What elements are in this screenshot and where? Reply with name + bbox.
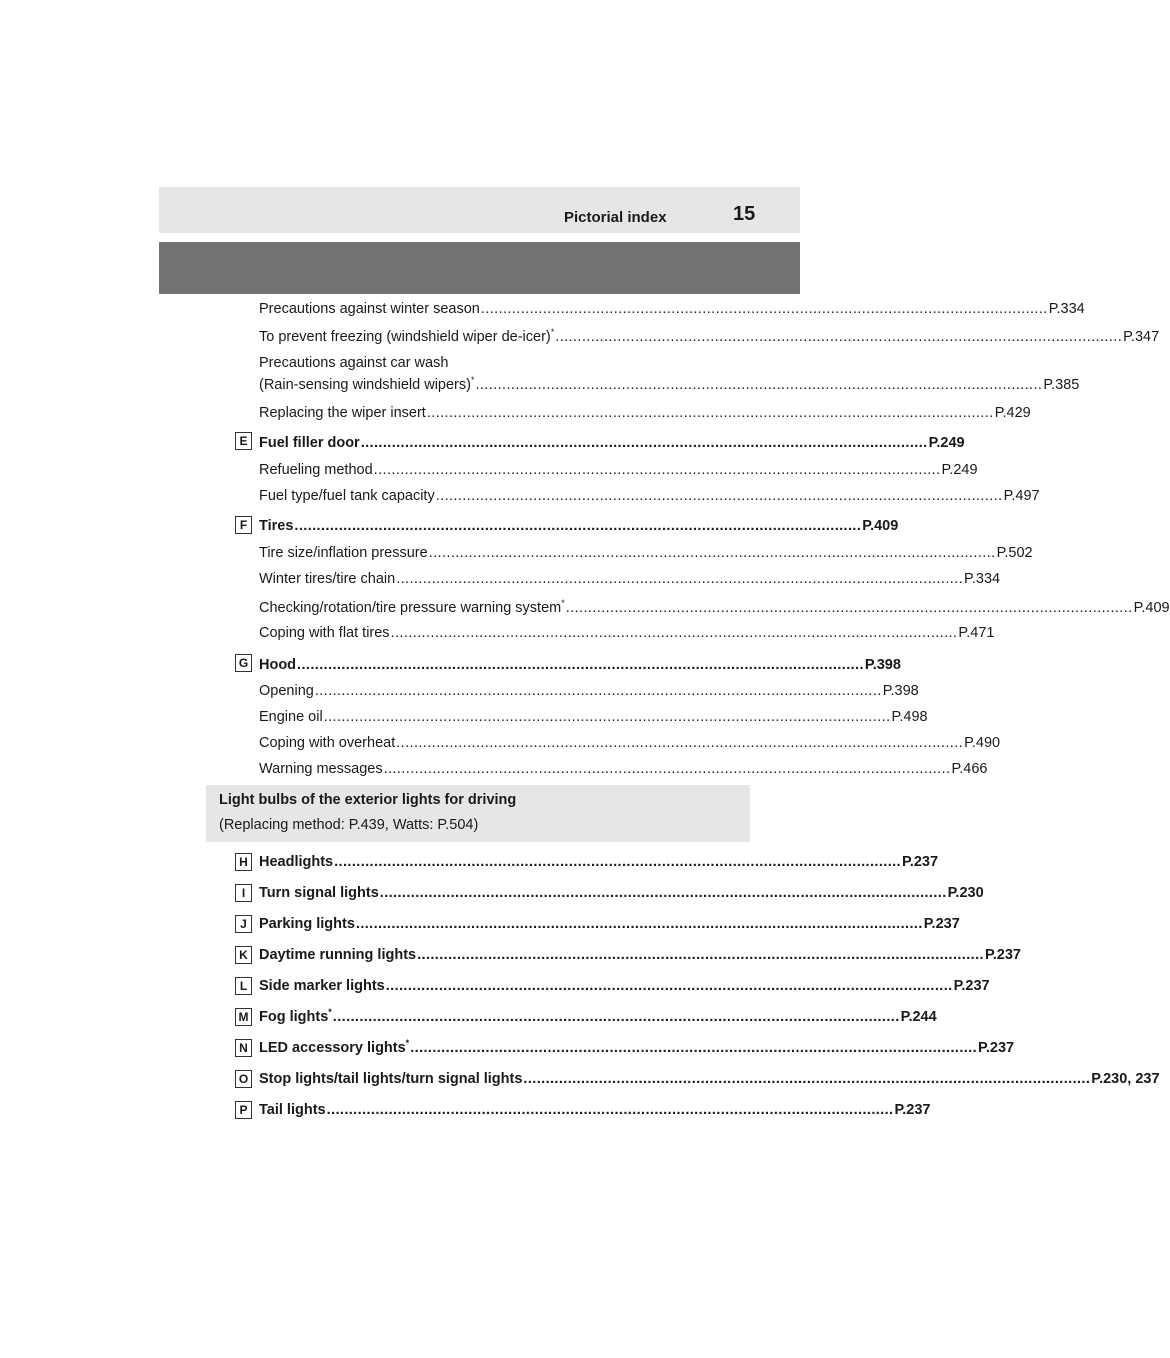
page-ref[interactable]: P.347 [1123,329,1160,345]
index-heading-hood: Hood ................................................................................................................................ P.398 [259,657,901,673]
marker-N: N [235,1039,252,1057]
index-entry: Coping with flat tires ................................................................................................................................ P.471 [259,625,995,641]
page-ref[interactable]: P.237 [984,947,1021,963]
marker-H: H [235,853,252,871]
page-ref[interactable]: P.498 [891,709,928,725]
page-ref[interactable]: P.497 [1003,488,1040,504]
index-entry: Opening ................................................................................................................................ P.398 [259,683,919,699]
page-ref[interactable]: P.471 [958,625,995,641]
page-ref[interactable]: P.237 [953,978,990,994]
page-number: 15 [733,203,756,225]
index-heading-headlights: Headlights ................................................................................................................................ P.237 [259,854,939,870]
lights-box-subtitle: (Replacing method: P.439, Watts: P.504) [219,817,479,833]
marker-K: K [235,946,252,964]
page-ref[interactable]: P.230 [947,885,984,901]
index-heading-stop-tail-turn-lights: Stop lights/tail lights/turn signal lights ................................................................................................................................ P.230, 237 [259,1071,1160,1087]
page-ref[interactable]: P.237 [978,1040,1015,1056]
marker-I: I [235,884,252,902]
index-entry: Engine oil ................................................................................................................................ P.498 [259,709,928,725]
index-entry: Winter tires/tire chain ................................................................................................................................ P.334 [259,571,1001,587]
index-entry: Fuel type/fuel tank capacity ................................................................................................................................ P.497 [259,488,1040,504]
marker-E: E [235,432,252,450]
marker-M: M [235,1008,252,1026]
index-heading-tail-lights: Tail lights ................................................................................................................................ P.237 [259,1102,931,1118]
index-entry: Coping with overheat ................................................................................................................................ P.490 [259,735,1001,751]
page-ref[interactable]: P.237 [923,916,960,932]
index-heading-daytime-running-lights: Daytime running lights ................................................................................................................................ P.237 [259,947,1021,963]
index-entry: (Rain-sensing windshield wipers)* ................................................................................................................................ P.385 [259,375,1080,393]
header-dark-band [159,242,800,294]
page-ref[interactable]: P.409 [862,518,899,534]
page-ref[interactable]: P.237 [901,854,939,870]
page-ref[interactable]: P.466 [951,761,988,777]
marker-P: P [235,1101,252,1119]
index-entry: Warning messages ................................................................................................................................ P.466 [259,761,988,777]
index-heading-tires: Tires ................................................................................................................................ P.409 [259,518,899,534]
index-heading-turn-signal-lights: Turn signal lights ................................................................................................................................ P.230 [259,885,984,901]
page-ref[interactable]: P.230, 237 [1091,1071,1160,1087]
index-entry: Tire size/inflation pressure ................................................................................................................................ P.502 [259,545,1033,561]
page-ref[interactable]: P.409 [1133,600,1170,616]
lights-box-title: Light bulbs of the exterior lights for driving [219,792,517,808]
page-ref[interactable]: P.244 [900,1009,937,1025]
marker-L: L [235,977,252,995]
page-ref[interactable]: P.334 [1048,301,1085,317]
index-heading-fuel-filler-door: Fuel filler door ................................................................................................................................ P.249 [259,435,965,451]
index-entry: To prevent freezing (windshield wiper de-icer)* ................................................................................................................................ P.347 [259,327,1160,345]
page-ref[interactable]: P.429 [994,405,1031,421]
page-ref[interactable]: P.334 [964,571,1001,587]
index-entry: Checking/rotation/tire pressure warning system* ................................................................................................................................ P.409 [259,598,1170,616]
index-entry: Refueling method ................................................................................................................................ P.249 [259,462,978,478]
page-ref[interactable]: P.502 [996,545,1033,561]
page-ref[interactable]: P.398 [864,657,901,673]
marker-O: O [235,1070,252,1088]
index-heading-side-marker-lights: Side marker lights ................................................................................................................................ P.237 [259,978,990,994]
marker-J: J [235,915,252,933]
index-entry: Precautions against winter season ................................................................................................................................ P.334 [259,301,1085,317]
header-bar [159,187,800,233]
page-title: Pictorial index [564,209,667,226]
page-ref[interactable]: P.249 [928,435,965,451]
marker-F: F [235,516,252,534]
index-heading-led-accessory-lights: LED accessory lights* ................................................................................................................................ P.237 [259,1038,1015,1056]
page-ref[interactable]: P.490 [964,735,1001,751]
index-heading-fog-lights: Fog lights* ................................................................................................................................ P.244 [259,1007,937,1025]
marker-G: G [235,654,252,672]
page-ref[interactable]: P.398 [882,683,919,699]
page-ref[interactable]: P.249 [941,462,978,478]
index-entry-line: Precautions against car wash [259,355,449,371]
page-ref[interactable]: P.385 [1043,377,1080,393]
index-heading-parking-lights: Parking lights ................................................................................................................................ P.237 [259,916,960,932]
page-ref[interactable]: P.237 [894,1102,931,1118]
index-entry: Replacing the wiper insert ................................................................................................................................ P.429 [259,405,1031,421]
